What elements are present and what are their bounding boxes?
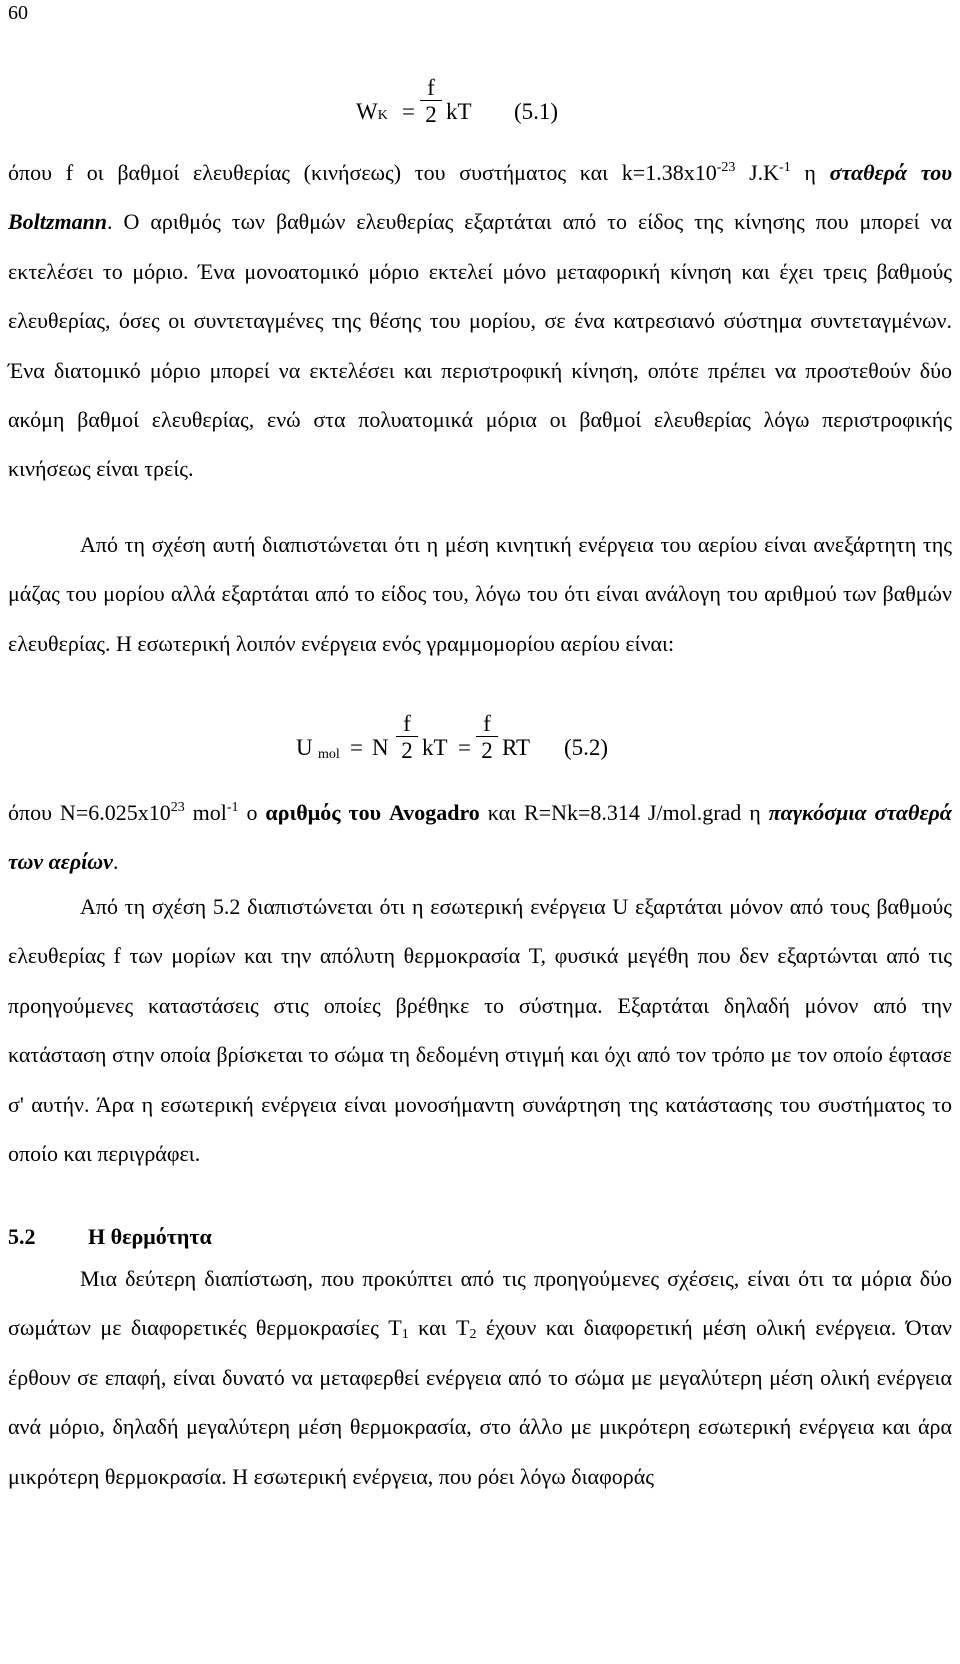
eq2-kt: kT [422, 735, 448, 760]
eq2-rt: RT [502, 735, 531, 760]
paragraph-4: Από τη σχέση 5.2 διαπιστώνεται ότι η εσωτερική ενέργεια U εξαρτάται μόνον από τους βαθμούς ελευθερίας f των μορίων και την απόλυτη θερμοκρασία T, φυσικά μεγέθη που δεν εξαρτώνται από τις προηγούμενες καταστάσεις στις οποίες βρέθηκε το σύστημα. Εξαρτάται δηλαδή μόνον από την κατάσταση στην οποία βρίσκεται το σώμα τη δεδομένη στιγμή και όχι από τον τρόπο με τον οποίο έφτασε σ' αυτήν. Άρα η εσωτερική ενέργεια είναι μονοσήμαντη συνάρτηση της κατάστασης του συστήματος το οποίο και περιγράφει. [8, 894, 952, 1167]
eq2-label: (5.2) [564, 735, 609, 760]
page-number: 60 [8, 2, 28, 24]
term-avogadro-number: αριθμός του Avogadro [265, 800, 480, 825]
eq2-n: N [372, 735, 389, 760]
section-title: Η θερμότητα [88, 1224, 212, 1249]
paragraph-2: Από τη σχέση αυτή διαπιστώνεται ότι η μέση κινητική ενέργεια του αερίου είναι ανεξάρτητη της μάζας του μορίου αλλά εξαρτάται από το είδος του, λόγω του ότι είναι ανάλογη του αριθμού των βαθμών ελευθερίας. Η εσωτερική λοιπόν ενέργεια ενός γραμμομορίου αερίου είναι: [8, 532, 952, 656]
eq2-equals-2: = [458, 735, 471, 760]
paragraph-5: Μια δεύτερη διαπίστωση, που προκύπτει από τις προηγούμενες σχέσεις, είναι ότι τα μόρια δύο σωμάτων με διαφορετικές θερμοκρασίες $T_1$ και $T_2$ έχουν και διαφορετική μέση ολική ενέργεια. Όταν έρθουν σε επαφή, είναι δυνατό να μεταφερθεί ενέργεια από το σώμα με μεγαλύτερη μέση ολική ενέργεια ανά μόριο, δηλαδή μεγαλύτερη μέση θερμοκρασία, στο άλλο με μικρότερη εσωτερική ενέργεια και άρα μικρότερη θερμοκρασία. Η εσωτερική ενέργεια, που ρόει λόγω διαφοράς [8, 1266, 952, 1489]
eq1-rhs: kT [446, 99, 472, 124]
eq2-equals-1: = [350, 735, 363, 760]
section-number: 5.2 [8, 1224, 36, 1249]
section-heading [8, 1226, 212, 1248]
eq2-lhs: U [296, 735, 313, 760]
eq2-fraction-2: f 2 [476, 711, 498, 762]
eq1-lhs: WK [356, 99, 388, 124]
paragraph-1: όπου f οι βαθμοί ελευθερίας (κινήσεως) του συστήματος και $k=1.38x10^{-23}$ $J.K^{-1}$ η σταθερά του Boltzmann. Ο αριθμός των βαθμών ελευθερίας εξαρτάται από το είδος της κίνησης που μπορεί να εκτελέσει το μόριο. Ένα μονοατομικό μόριο εκτελεί μόνο μεταφορική κίνηση και έχει τρεις βαθμούς ελευθερίας, όσες οι συντεταγμένες της θέσης του μορίου, σε ένα κατρεσιανό σύστημα συντεταγμένων. Ένα διατομικό μόριο μπορεί να εκτελέσει και περιστροφική κίνηση, οπότε πρέπει να προστεθούν δύο ακόμη βαθμοί ελευθερίας, ενώ στα πολυατομικά μόρια οι βαθμοί ελευθερίας λόγω περιστροφικής κινήσεως είναι τρείς. [8, 160, 952, 482]
eq1-fraction: f 2 [420, 75, 442, 126]
eq1-equals: = [402, 99, 415, 124]
eq2-fraction-1: f 2 [396, 711, 418, 762]
equation-5-2 [0, 0, 960, 800]
paragraph-3: όπου $N=6.025x10^{23}$ mol$^{-1}$ ο αριθμός του Avogadro και R=Nk=8.314 J/mol.grad η παγκόσμια σταθερά των αερίων. [8, 800, 952, 875]
term-boltzmann-constant: σταθερά του Boltzmann [8, 160, 952, 235]
term-gas-constant: παγκόσμια σταθερά των αερίων [8, 800, 952, 875]
eq1-label: (5.1) [514, 99, 559, 124]
eq2-lhs-sub: mol [318, 747, 340, 762]
